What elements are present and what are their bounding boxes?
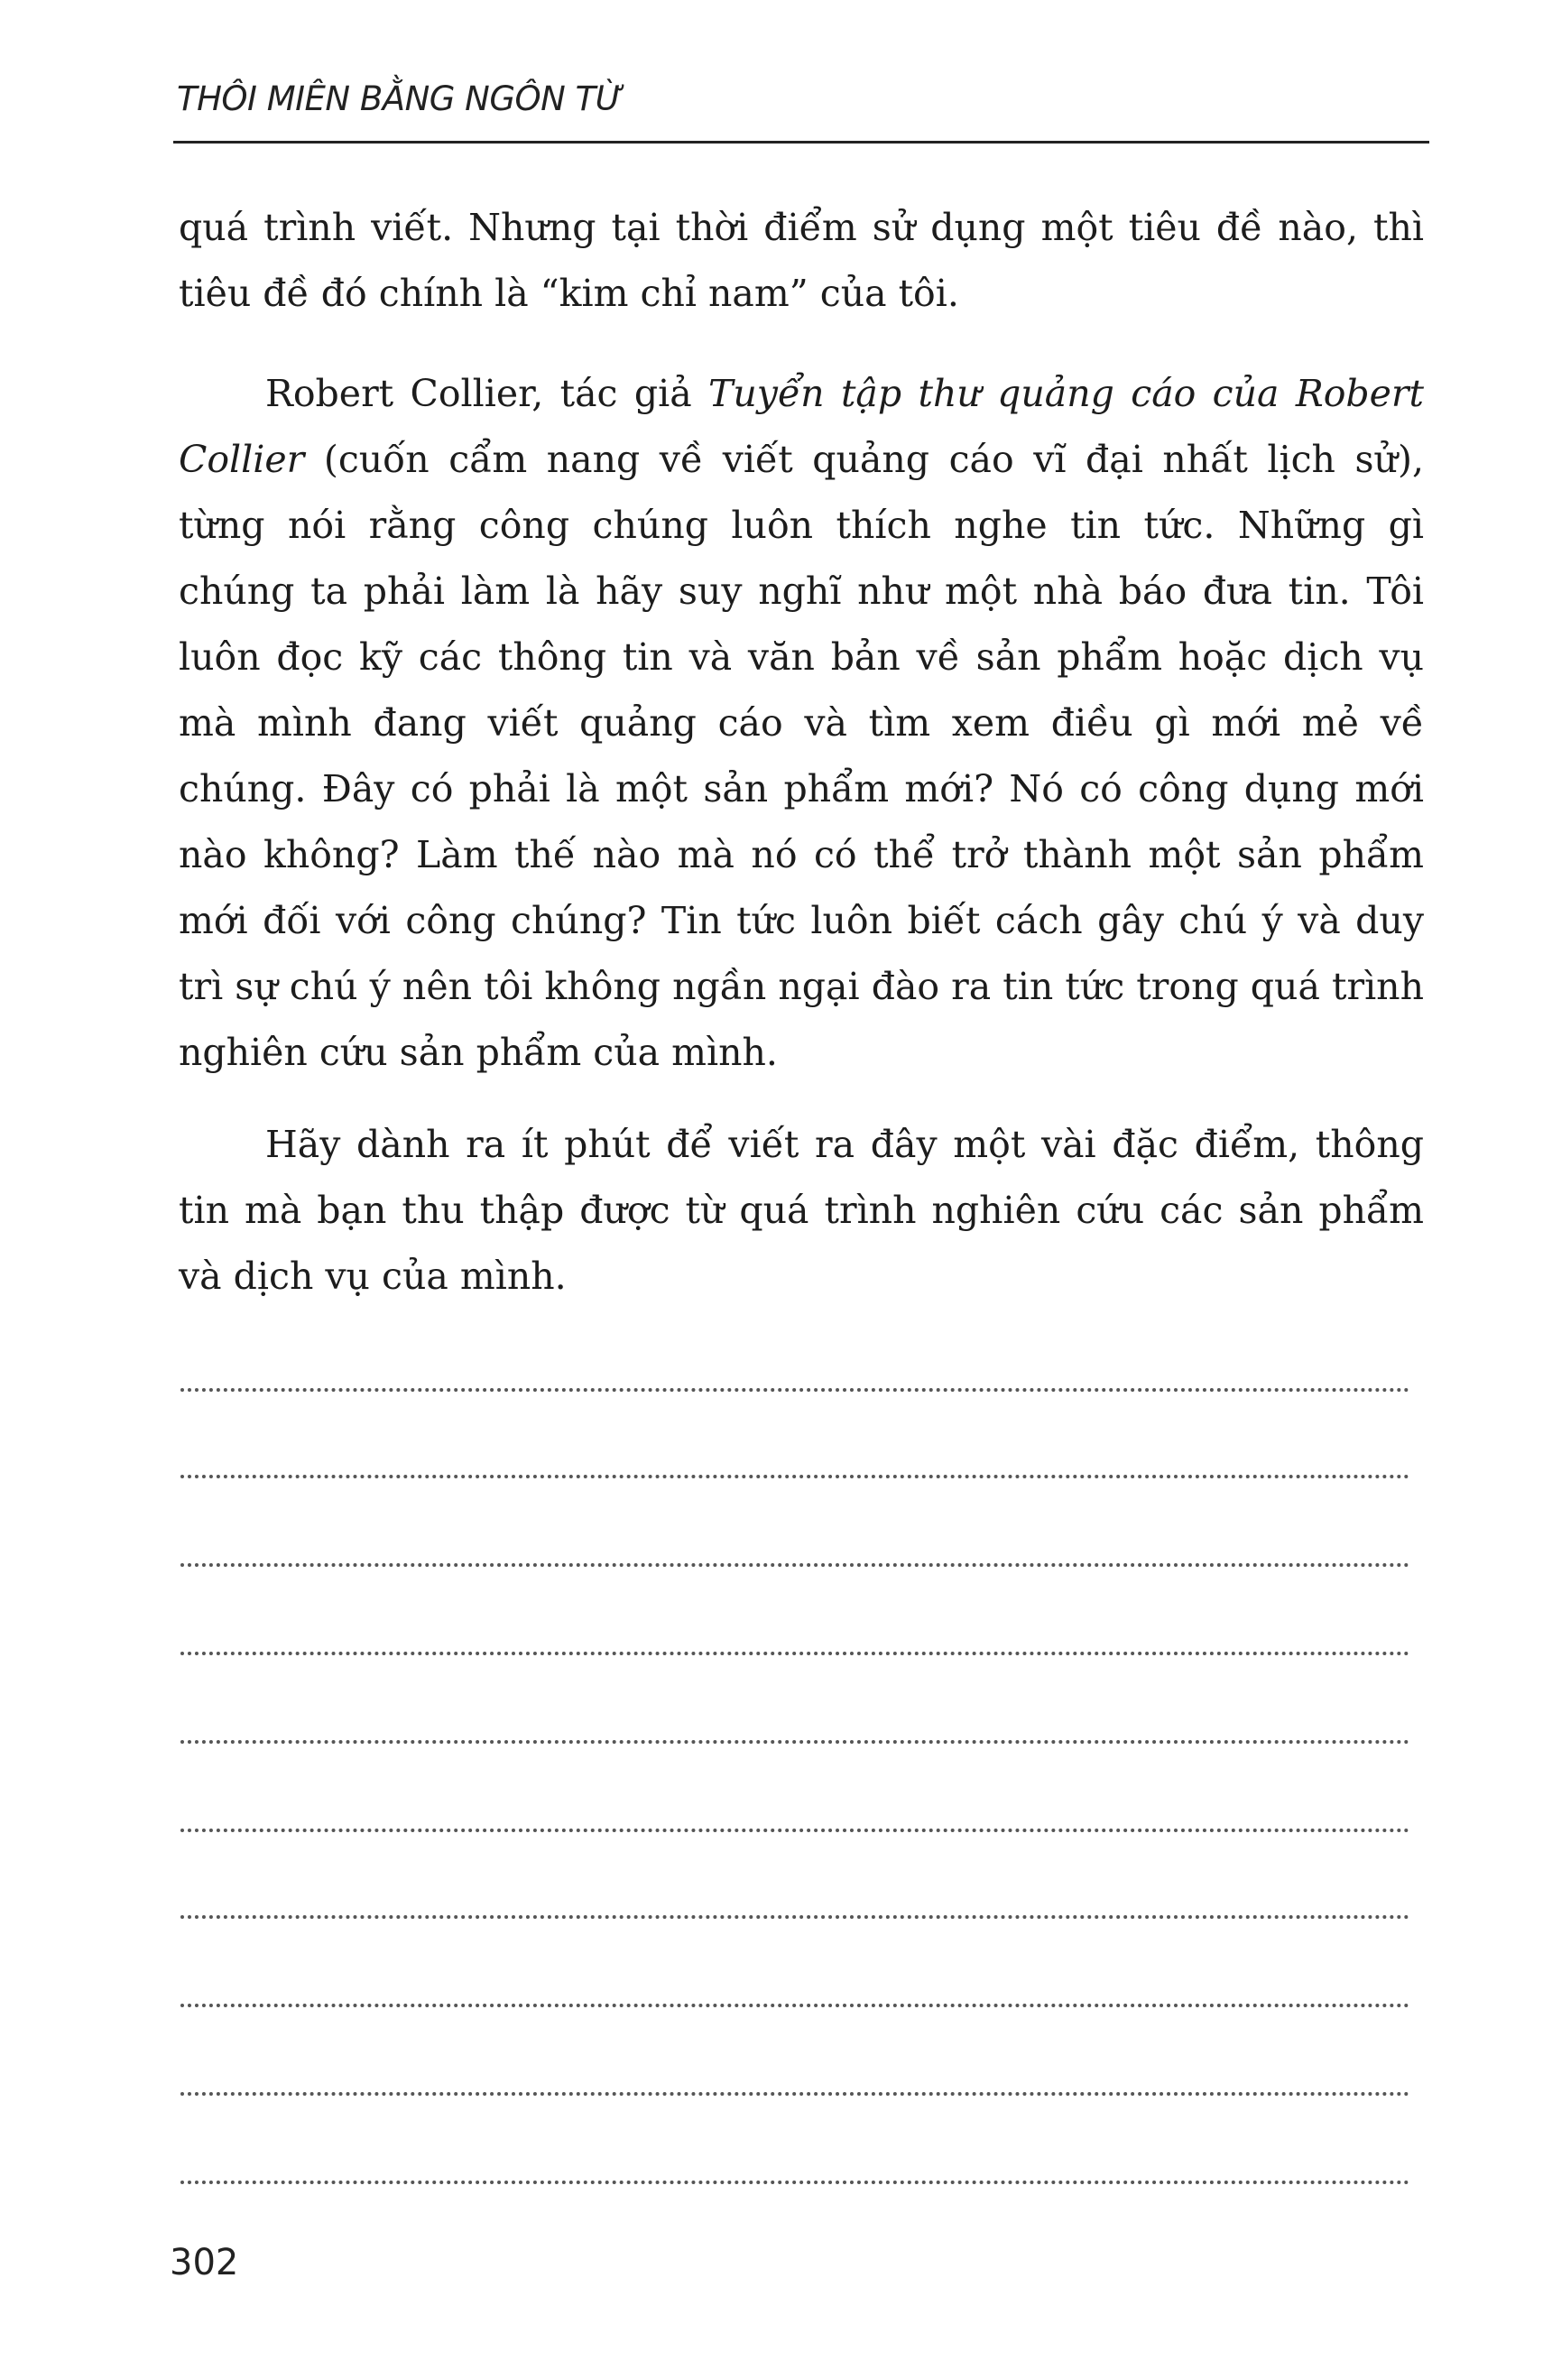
writing-line[interactable] — [180, 1740, 1409, 1744]
paragraph-2-body: (cuốn cẩm nang về viết quảng cáo vĩ đại nhất lịch sử), từng nói rằng công chúng luôn thích nghe tin tức. Những gì chúng ta phải làm là hãy suy nghĩ như một nhà báo đưa tin. Tôi luôn đọc kỹ các thông tin và văn bản về sản phẩm hoặc dịch vụ mà mình đang viết quảng cáo và tìm xem điều gì mới mẻ về chúng. Đây có phải là một sản phẩm mới? Nó có công dụng mới nào không? Làm thế nào mà nó có thể trở thành một sản phẩm mới đối với công chúng? Tin tức luôn biết cách gây chú ý và duy trì sự chú ý nên tôi không ngần ngại đào ra tin tức trong quá trình nghiên cứu sản phẩm của mình. — [179, 438, 1424, 1074]
writing-line[interactable] — [180, 1915, 1409, 1919]
page-number: 302 — [170, 2242, 239, 2283]
writing-line[interactable] — [180, 2181, 1409, 2184]
writing-line[interactable] — [180, 2004, 1409, 2007]
writing-line[interactable] — [180, 1563, 1409, 1567]
writing-line[interactable] — [180, 1388, 1409, 1392]
writing-line[interactable] — [180, 1652, 1409, 1655]
header-rule — [173, 141, 1429, 144]
writing-line[interactable] — [180, 1829, 1409, 1832]
running-header: THÔI MIÊN BẰNG NGÔN TỪ — [177, 79, 624, 118]
paragraph-2-intro: Robert Collier, tác giả — [265, 372, 709, 415]
paragraph-2 — [179, 361, 1424, 1086]
book-title-italic: Tuyển tập thư quảng cáo của Robert Collier — [179, 372, 1424, 481]
paragraph-1: quá trình viết. Nhưng tại thời điểm sử dụng một tiêu đề nào, thì tiêu đề đó chính là “kim chỉ nam” của tôi. — [179, 206, 1424, 315]
writing-line[interactable] — [180, 1475, 1409, 1478]
paragraph-3: Hãy dành ra ít phút để viết ra đây một vài đặc điểm, thông tin mà bạn thu thập được từ quá trình nghiên cứu các sản phẩm và dịch vụ của mình. — [179, 1123, 1424, 1298]
writing-line[interactable] — [180, 2092, 1409, 2096]
